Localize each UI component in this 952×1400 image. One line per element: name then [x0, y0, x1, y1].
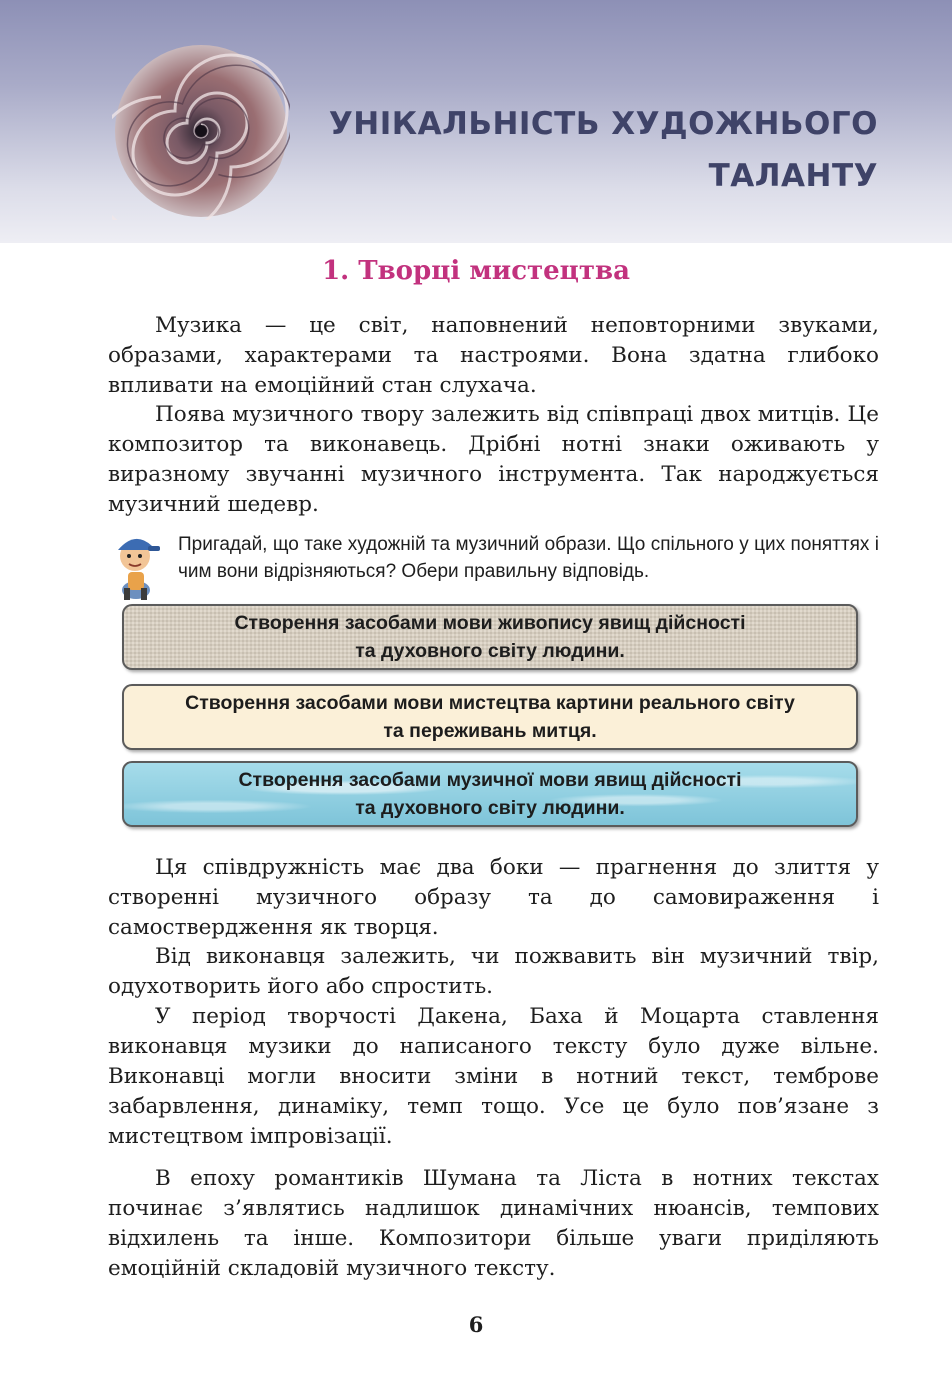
section-heading: 1. Творці мистецтва — [322, 256, 630, 286]
main-paragraph-3: У період творчості Дакена, Баха й Моцарта ставлення виконавця музики до написаного тексту було дуже вільне. Виконавці могли вносити зміни в нотний текст, темброве забарвлення, динаміку, темп тощо. Усе це було пов’язане з мистецтвом імпровізації. — [108, 1004, 879, 1149]
student-avatar-icon — [108, 528, 164, 600]
main-paragraph-4: В епоху романтиків Шумана та Ліста в нотних текстах починає з’являтись надлишок динамічних нюансів, темпових відхилень та інше. Композитори більше уваги приділяють емоційній складовій музичного тексту. — [108, 1166, 879, 1281]
main-paragraph-2: Від виконавця залежить, чи пожвавить він музичний твір, одухотворить його або спростить. — [108, 944, 879, 999]
answer-option-2-line-1: Створення засобами мови мистецтва картини реального світу — [185, 692, 795, 714]
answer-option-1[interactable] — [122, 604, 858, 670]
task-prompt: Пригадай, що таке художній та музичний образи. Що спільного у цих поняттях і чим вони відрізняються? Обери правильну відповідь. — [178, 534, 879, 582]
chapter-title-line-1: УНІКАЛЬНІСТЬ ХУДОЖНЬОГО — [328, 106, 878, 142]
answer-option-1-line-2: та духовного світу людини. — [355, 640, 625, 662]
answer-option-3[interactable] — [122, 761, 858, 827]
intro-paragraph-1: Музика — це світ, наповнений неповторними звуками, образами, характерами та настроями. Вона здатна глибоко впливати на емоційний стан слухача. — [108, 313, 879, 398]
spiral-shell-icon — [112, 42, 290, 220]
answer-option-3-line-2: та духовного світу людини. — [355, 797, 625, 819]
answer-option-1-line-1: Створення засобами мови живопису явищ дійсності — [234, 612, 746, 634]
answer-option-2[interactable] — [122, 684, 858, 750]
main-paragraph-1: Ця співдружність має два боки — прагнення до злиття у створенні музичного образу та до самовираження і самоствердження як творця. — [108, 855, 879, 940]
answer-option-3-line-1: Створення засобами музичної мови явищ дійсності — [238, 769, 742, 791]
answer-option-2-line-2: та переживань митця. — [383, 720, 597, 742]
intro-paragraph-2: Поява музичного твору залежить від співпраці двох митців. Це композитор та виконавець. Дрібні нотні знаки оживають у виразному звучанні музичного інструмента. Так народжується музичний шедевр. — [108, 402, 879, 517]
page-number: 6 — [468, 1312, 484, 1337]
chapter-banner — [0, 0, 952, 243]
chapter-title-line-2: ТАЛАНТУ — [708, 158, 878, 194]
